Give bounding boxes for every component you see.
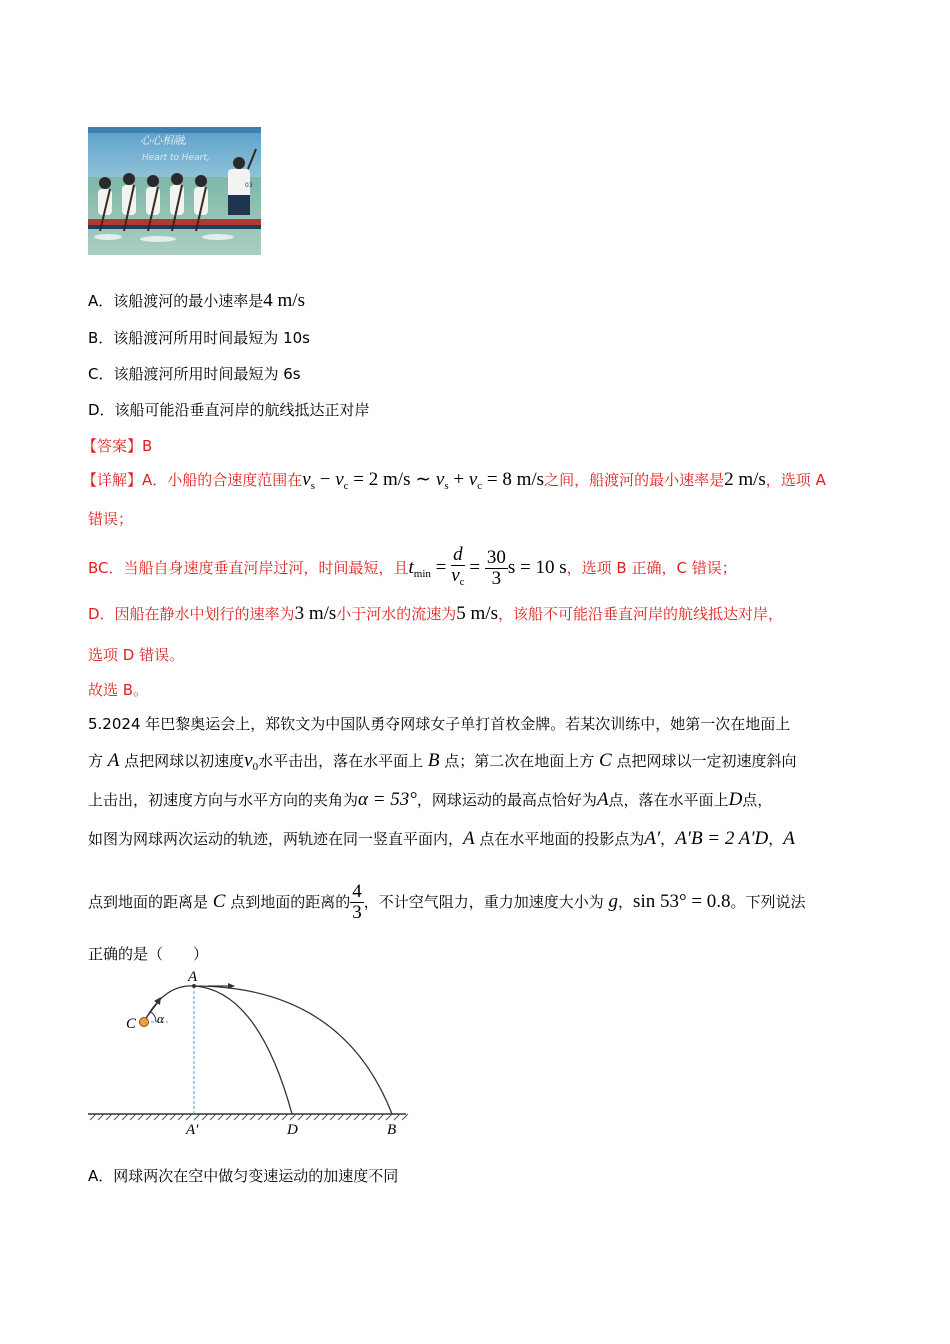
q5-l2-b: 点把网球以初速度 (119, 752, 245, 770)
sin-value: sin 53° = 0.8 (633, 891, 731, 912)
detail-line-1 (82, 469, 826, 497)
fraction-4-numerator: 4 (352, 881, 362, 902)
point-a-ref-2: A (596, 789, 609, 810)
ground-hatching (90, 1114, 408, 1120)
q5-line-3 (88, 789, 772, 811)
option-d: D．该船可能沿垂直河岸的航线抵达正对岸 (88, 401, 370, 419)
q5-line-2 (88, 750, 797, 778)
q5-l4-b: 点在水平地面的投影点为 (474, 830, 645, 848)
q5-line-1: 5.2024 年巴黎奥运会上，郑钦文为中国队勇夺网球女子单打首枚金牌。若某次训练中，她第一次在地面上 (88, 715, 791, 733)
min-time-result: s = 10 s (507, 557, 567, 578)
fraction-30-numerator: 30 (486, 547, 506, 568)
fraction-d-over-vc: $\frac{d}{v_c}$ (451, 544, 465, 588)
trajectory-figure (80, 968, 420, 1148)
q5-l5-b: 点到地面的距离的 (225, 893, 351, 911)
dragon-boat-photo (88, 127, 261, 255)
min-speed-value: 2 m/s (724, 469, 766, 490)
q5-line-5 (88, 880, 806, 924)
option-a-text: A．该船渡河的最小速率是 (88, 292, 264, 310)
answer-label: 【答案】B (82, 437, 153, 455)
gravity-symbol: g (608, 891, 619, 912)
detail-label: 【详解】 (82, 471, 143, 489)
label-b: B (387, 1122, 397, 1138)
q5-l5-a: 点到地面的距离是 (88, 893, 213, 911)
label-alpha: α (157, 1011, 164, 1026)
tennis-ball (140, 1018, 149, 1027)
option-a-value: 4 m/s (263, 290, 305, 311)
velocity-range-low: = 2 m/s ∼ (353, 469, 436, 490)
option-c: C．该船渡河所用时间最短为 6s (88, 365, 301, 383)
river-speed: 5 m/s (456, 603, 498, 624)
a-prime-ref: A′ (644, 828, 661, 849)
q5-l4-a: 如图为网球两次运动的轨迹，两轨迹在同一竖直平面内， (88, 830, 464, 848)
point-c-ref: C (599, 750, 612, 771)
angle-equation: α = 53° (358, 789, 417, 810)
detail-d-text: D．因船在静水中划行的速率为 (88, 605, 295, 623)
dragon-boat-image (88, 127, 261, 255)
label-a-prime: A′ (186, 1122, 199, 1138)
q5-l2-a: 方 (88, 752, 108, 770)
detail-line-2: 错误； (88, 510, 134, 528)
detail-bc-text: BC．当船自身速度垂直河岸过河，时间最短，且 (88, 559, 409, 577)
detail-d-text-3: ，该船不可能沿垂直河岸的航线抵达对岸， (497, 605, 783, 623)
q5-l3-d: 点， (742, 791, 773, 809)
q5-l3-b: ，网球运动的最高点恰好为 (416, 791, 597, 809)
detail-d-line (88, 603, 783, 625)
trajectory-a-to-b (194, 986, 392, 1114)
q5-l2-e: 点把网球以一定初速度斜向 (611, 752, 797, 770)
point-b-ref: B (427, 750, 440, 771)
banner-text: 心心相融, (140, 134, 188, 147)
fraction-30-over-3 (485, 548, 508, 589)
q5-option-a: A．网球两次在空中做匀变速运动的加速度不同 (88, 1167, 399, 1185)
q5-l5-e: 。下列说法 (730, 893, 806, 911)
q5-l3-a: 上击出，初速度方向与水平方向的夹角为 (88, 791, 359, 809)
detail-d-line-2: 选项 D 错误。 (88, 646, 185, 664)
detail-bc-text-2: ，选项 B 正确，C 错误； (566, 559, 737, 577)
trajectory-c-to-d (144, 986, 292, 1114)
detail-a-text-2: 之间，船渡河的最小速率是 (544, 471, 725, 489)
point-a-ref-4: A (783, 828, 795, 849)
velocity-range-expression: $v_s - v_c = 2$ m/s ∼ $v_s + v_c = 8$ m/s (302, 469, 545, 492)
detail-bc-line: BC．当船自身速度垂直河岸过河，时间最短，且$t_{min}$ = $\frac{d}{v_c}$ = $\frac{30}{3}$ s = 10 s，选项 B 正确，C 错误； (88, 545, 737, 585)
fraction-d-numerator: d (453, 544, 463, 565)
point-c-ref-2: C (212, 891, 226, 912)
min-time-expression: $t_{min}$ = (408, 557, 452, 580)
still-water-speed: 3 m/s (294, 603, 337, 624)
label-a: A (188, 969, 198, 985)
option-a (88, 290, 305, 312)
q5-l5-c: ，不计空气阻力，重力加速度大小为 (363, 893, 609, 911)
point-d-ref: D (728, 789, 743, 810)
point-a-ref: A (107, 750, 120, 771)
distance-equation: A′B = 2 A′D (675, 828, 769, 849)
velocity-arrowhead-c (154, 997, 161, 1005)
angle-arc (151, 1012, 156, 1022)
fraction-3-denominator: 3 (491, 568, 502, 589)
q5-l5-d: ， (618, 893, 634, 911)
q5-l2-d: 点；第二次在地面上方 (439, 752, 600, 770)
detail-a-text: A．小船的合速度范围在 (142, 471, 303, 489)
fraction-4-over-3 (350, 882, 364, 923)
option-b: B．该船渡河所用时间最短为 10s (88, 329, 310, 347)
point-a-ref-3: A (463, 828, 475, 849)
q5-line-4: 如图为网球两次运动的轨迹，两轨迹在同一竖直平面内，A 点在水平地面的投影点为A′，A′B = 2 A′D，A (88, 828, 795, 849)
label-d: D (287, 1122, 298, 1138)
q5-l2-c: 水平击出，落在水平面上 (258, 752, 428, 770)
conclusion: 故选 B。 (88, 681, 149, 699)
velocity-range-high: = 8 m/s (486, 469, 545, 490)
fraction-3-denominator-2: 3 (352, 902, 362, 923)
bib-number: 03 (245, 182, 253, 189)
q5-line-6: 正确的是（ ） (88, 945, 209, 963)
q5-l3-c: 点，落在水平面上 (608, 791, 729, 809)
detail-a-text-3: ，选项 A (765, 471, 826, 489)
label-c: C (126, 1016, 137, 1032)
detail-d-text-2: 小于河水的流速为 (336, 605, 457, 623)
v0-symbol: $v_0$ (244, 750, 259, 773)
banner-subtext: Heart to Heart, (142, 153, 210, 163)
